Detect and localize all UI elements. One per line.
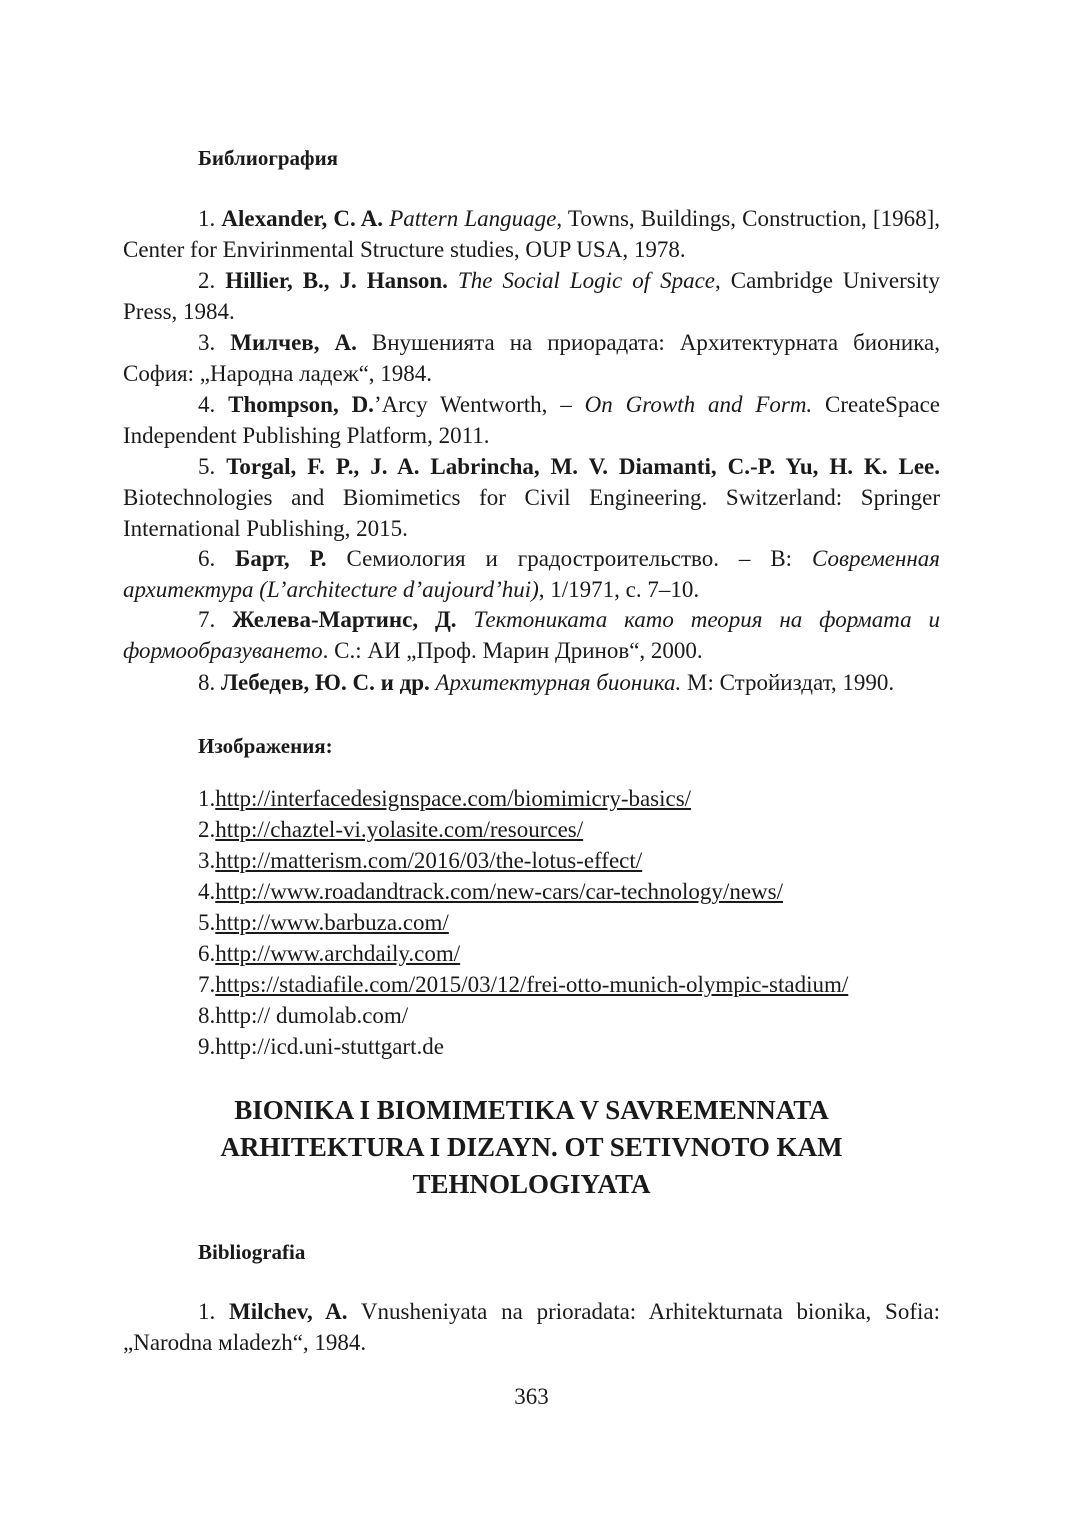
image-source-link[interactable]: http://chaztel-vi.yolasite.com/resources/ <box>215 817 584 842</box>
item-number: 5. <box>198 910 216 935</box>
section-title <box>123 1092 940 1203</box>
bibliography-entry-2 <box>123 265 940 327</box>
entry-title: The Social Logic of Space <box>457 268 716 293</box>
item-number: 4. <box>198 879 216 904</box>
title-line-2: ARHITEKTURA I DIZAYN. OT SETIVNOTO KAM <box>220 1132 843 1162</box>
bibliografia-entry-1 <box>123 1296 940 1358</box>
entry-number: 4. <box>198 392 229 417</box>
item-number: 9. <box>198 1034 216 1059</box>
item-number: 3. <box>198 848 216 873</box>
bibliography-entry-3 <box>123 327 940 389</box>
entry-number: 1. <box>198 1299 230 1324</box>
image-source-link[interactable]: http://www.barbuza.com/ <box>215 910 449 935</box>
entry-author: Alexander, C. A. <box>221 206 384 231</box>
entry-number: 3. <box>198 330 231 355</box>
bibliography-entry-8 <box>123 667 940 698</box>
image-source-text: http://icd.uni-stuttgart.de <box>215 1034 444 1059</box>
entry-number: 8. <box>198 670 221 695</box>
item-number: 1. <box>198 786 216 811</box>
entry-author: Милчев, А. <box>230 330 357 355</box>
list-item <box>198 783 848 814</box>
title-line-1: BIONIKA I BIOMIMETIKA V SAVREMENNATA <box>234 1095 829 1125</box>
bibliography-entry-6 <box>123 543 940 605</box>
entry-title: Современная архитектура (L’architecture d’aujourd’hui) <box>123 546 941 602</box>
list-item <box>198 907 848 938</box>
image-source-link[interactable]: http://www.roadandtrack.com/new-cars/car-technology/news/ <box>215 879 783 904</box>
entry-author: Лебедев, Ю. С. и др. <box>221 670 430 695</box>
title-line-3: TEHNOLOGIYATA <box>412 1169 651 1199</box>
entry-text: CreateSpace Independent Publishing Platform, 2011. <box>123 392 940 448</box>
image-source-link[interactable]: http://www.archdaily.com/ <box>215 941 461 966</box>
entry-text <box>448 268 458 293</box>
entry-text: М: Стройиздат, 1990. <box>681 670 895 695</box>
entry-author: Torgal, F. P., J. A. Labrincha, M. V. Diamanti, C.-P. Yu, H. K. Lee. <box>226 454 941 479</box>
bibliography-heading: Библиография <box>198 146 339 170</box>
entry-text: Семиология и градостроительство. – В: <box>326 546 812 571</box>
entry-text: , Cambridge University Press, 1984. <box>123 268 941 324</box>
document-page <box>123 0 940 1530</box>
entry-author: Барт, Р. <box>235 546 327 571</box>
page-number: 363 <box>514 1384 549 1409</box>
item-number: 7. <box>198 972 216 997</box>
entry-text: , 1/1971, с. 7–10. <box>538 577 700 602</box>
entry-number: 7. <box>198 607 233 632</box>
bibliography-entry-5 <box>123 451 940 544</box>
list-item <box>198 876 848 907</box>
entry-title: On Growth and Form. <box>584 392 813 417</box>
entry-number: 5. <box>198 454 227 479</box>
item-number: 2. <box>198 817 216 842</box>
bibliography-entry-1 <box>123 203 940 265</box>
list-item <box>198 1000 848 1031</box>
entry-number: 1. <box>198 206 222 231</box>
entry-author: Hillier, B., J. Hanson. <box>225 268 448 293</box>
list-item <box>198 938 848 969</box>
image-source-link[interactable]: https://stadiafile.com/2015/03/12/frei-otto-munich-olympic-stadium/ <box>215 972 849 997</box>
entry-text: Внушенията на приорадата: Архитектурната бионика, София: „Народна ладеж“, 1984. <box>123 330 940 386</box>
bibliography-entry-4 <box>123 389 940 451</box>
image-source-link[interactable]: http://interfacedesignspace.com/biomimicry-basics/ <box>215 786 692 811</box>
list-item <box>198 814 848 845</box>
item-number: 6. <box>198 941 216 966</box>
entry-author: Milchev, A. <box>229 1299 348 1324</box>
item-number: 8. <box>198 1003 216 1028</box>
entry-author: Thompson, D. <box>228 392 374 417</box>
entry-title: Тектониката като теория на формата и формообразуването <box>123 607 941 663</box>
entry-number: 6. <box>198 546 236 571</box>
list-item <box>198 969 848 1000</box>
image-source-text: http:// dumolab.com/ <box>215 1003 409 1028</box>
entry-text: Vnusheniyata na prioradata: Arhitekturnata bionika, Sofia: „Narodna мladezh“, 1984. <box>123 1299 940 1355</box>
entry-title: Архитектурная бионика. <box>435 670 682 695</box>
image-source-list <box>198 783 848 1062</box>
list-item <box>198 845 848 876</box>
entry-text: ’Arcy Wentworth, – <box>373 392 585 417</box>
images-heading: Изображения: <box>198 734 333 758</box>
entry-text: , Towns, Buildings, Construction, [1968], Center for Envirinmental Structure studies, OUP USA, 1978. <box>123 206 940 262</box>
entry-author: Желева-Мартинс, Д. <box>232 607 457 632</box>
entry-text: Biotechnologies and Biomimetics for Civil Engineering. Switzerland: Springer International Publishing, 2015. <box>123 485 940 541</box>
image-source-link[interactable]: http://matterism.com/2016/03/the-lotus-effect/ <box>215 848 643 873</box>
entry-text <box>457 607 474 632</box>
entry-title: Pattern Language <box>389 206 557 231</box>
bibliografia-heading: Bibliografia <box>198 1240 306 1264</box>
entry-text: . С.: АИ „Проф. Марин Дринов“, 2000. <box>322 638 703 663</box>
list-item <box>198 1031 848 1062</box>
entry-number: 2. <box>198 268 226 293</box>
bibliography-entry-7 <box>123 604 940 666</box>
